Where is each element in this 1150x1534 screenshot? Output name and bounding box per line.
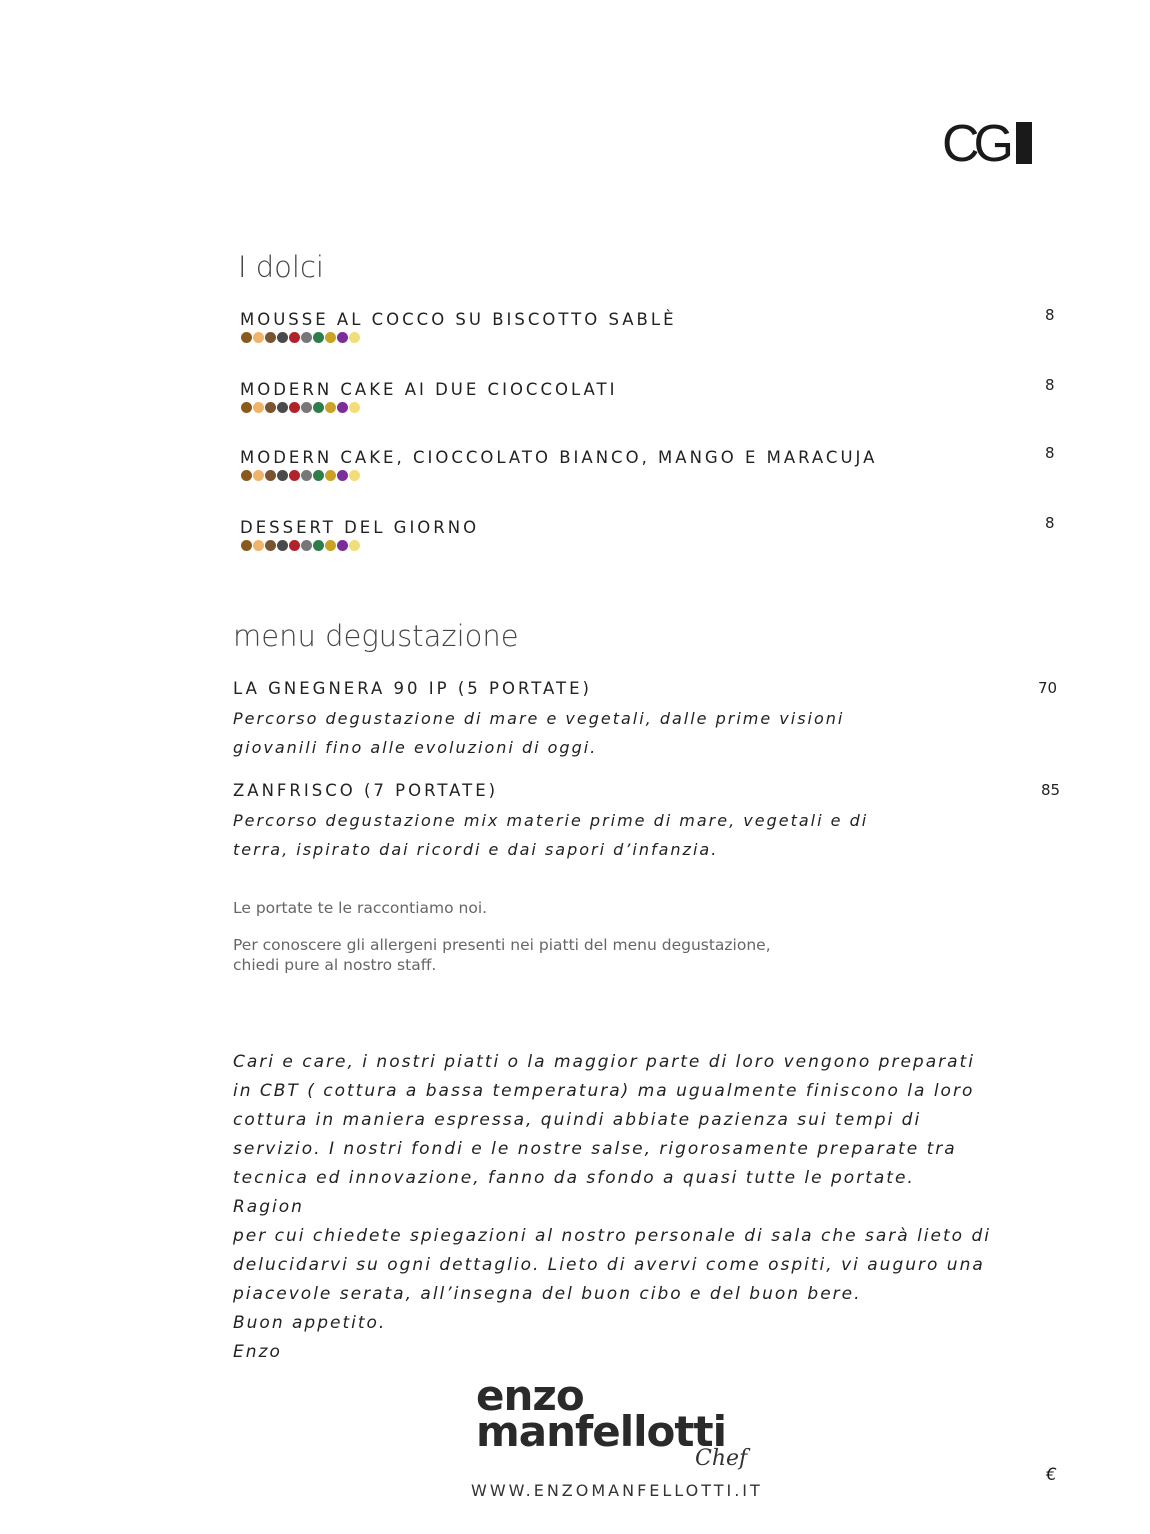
website-url[interactable]: WWW.ENZOMANFELLOTTI.IT [471, 1481, 763, 1500]
allergen-icon [349, 470, 360, 481]
note-line: chiedi pure al nostro staff. [233, 956, 437, 974]
menu-item-description [233, 704, 844, 762]
allergen-icon [301, 540, 312, 551]
message-line: servizio. I nostri fondi e le nostre salse, rigorosamente preparate tra [233, 1139, 957, 1159]
allergen-icon [289, 470, 300, 481]
allergen-icon [241, 470, 252, 481]
chef-signature: Chef [695, 1446, 748, 1471]
menu-item-price: 70 [1038, 679, 1058, 697]
allergen-icon [325, 470, 336, 481]
allergen-icon [349, 332, 360, 343]
allergen-icon [265, 332, 276, 343]
section-title-degustazione: menu degustazione [233, 619, 519, 653]
allergen-icon [253, 540, 264, 551]
allergen-icon [241, 402, 252, 413]
message-line: Enzo [233, 1342, 282, 1362]
brand-line-2: manfellotti [476, 1407, 726, 1456]
chef-message [233, 1048, 993, 1367]
allergen-icon [313, 332, 324, 343]
fork-icon [1016, 122, 1032, 164]
menu-item-name: ZANFRISCO (7 PORTATE) [233, 781, 499, 800]
menu-item-name: LA GNEGNERA 90 IP (5 PORTATE) [233, 679, 592, 698]
allergen-icon [337, 332, 348, 343]
allergen-icons [241, 402, 360, 413]
allergen-icons [241, 332, 360, 343]
allergen-icon [313, 540, 324, 551]
menu-item-price: 8 [1045, 376, 1055, 394]
allergen-icon [313, 402, 324, 413]
message-line: tecnica ed innovazione, fanno da sfondo a quasi tutte le portate. Ragion [233, 1168, 915, 1217]
message-line: Buon appetito. [233, 1313, 387, 1333]
allergen-icon [337, 540, 348, 551]
allergen-icon [337, 470, 348, 481]
menu-item-description [233, 806, 868, 864]
allergen-icon [337, 402, 348, 413]
allergen-icon [265, 540, 276, 551]
allergen-icon [325, 402, 336, 413]
desc-line: terra, ispirato dai ricordi e dai sapori d’infanzia. [233, 840, 719, 859]
allergen-icon [301, 402, 312, 413]
message-line: piacevole serata, all’insegna del buon cibo e del buon bere. [233, 1284, 862, 1304]
allergen-icon [277, 332, 288, 343]
allergen-icon [253, 402, 264, 413]
note-portate: Le portate te le raccontiamo noi. [233, 899, 488, 917]
menu-item-name: MOUSSE AL COCCO SU BISCOTTO SABLÈ [240, 310, 677, 329]
allergen-icon [277, 540, 288, 551]
menu-item-price: 8 [1045, 444, 1055, 462]
menu-item-price: 8 [1045, 514, 1055, 532]
allergen-icon [325, 332, 336, 343]
allergen-icon [253, 332, 264, 343]
allergen-icon [349, 402, 360, 413]
desc-line: Percorso degustazione mix materie prime di mare, vegetali e di [233, 811, 869, 830]
cg-logo [942, 115, 1032, 173]
brand-line-1: enzo [476, 1371, 584, 1420]
allergen-icon [265, 470, 276, 481]
menu-item-name: DESSERT DEL GIORNO [240, 518, 480, 537]
currency-symbol: € [1046, 1465, 1057, 1485]
menu-item-name: MODERN CAKE AI DUE CIOCCOLATI [240, 380, 618, 399]
allergen-icons [241, 540, 360, 551]
desc-line: Percorso degustazione di mare e vegetali, dalle prime visioni [233, 709, 845, 728]
allergen-icon [277, 470, 288, 481]
brand-logo [476, 1371, 726, 1456]
desc-line: giovanili fino alle evoluzioni di oggi. [233, 738, 598, 757]
section-title-dolci: I dolci [238, 250, 324, 284]
note-line: Per conoscere gli allergeni presenti nei piatti del menu degustazione, [233, 936, 771, 954]
allergen-icon [289, 332, 300, 343]
message-line: per cui chiedete spiegazioni al nostro personale di sala che sarà lieto di [233, 1226, 991, 1246]
allergen-icon [241, 332, 252, 343]
message-line: Cari e care, i nostri piatti o la maggior parte di loro vengono preparati [233, 1052, 975, 1072]
logo-text: CG [942, 115, 1008, 173]
message-line: delucidarvi su ogni dettaglio. Lieto di avervi come ospiti, vi auguro una [233, 1255, 985, 1275]
message-line: in CBT ( cottura a bassa temperatura) ma ugualmente finiscono la loro [233, 1081, 975, 1101]
allergen-icon [241, 540, 252, 551]
note-allergeni [233, 935, 771, 975]
allergen-icon [313, 470, 324, 481]
allergen-icons [241, 470, 360, 481]
allergen-icon [325, 540, 336, 551]
allergen-icon [253, 470, 264, 481]
allergen-icon [277, 402, 288, 413]
message-line: cottura in maniera espressa, quindi abbiate pazienza sui tempi di [233, 1110, 922, 1130]
menu-item-price: 85 [1041, 781, 1061, 799]
allergen-icon [289, 540, 300, 551]
allergen-icon [289, 402, 300, 413]
allergen-icon [349, 540, 360, 551]
allergen-icon [265, 402, 276, 413]
allergen-icon [301, 332, 312, 343]
allergen-icon [301, 470, 312, 481]
menu-item-name: MODERN CAKE, CIOCCOLATO BIANCO, MANGO E MARACUJA [240, 448, 878, 467]
menu-item-price: 8 [1045, 306, 1055, 324]
